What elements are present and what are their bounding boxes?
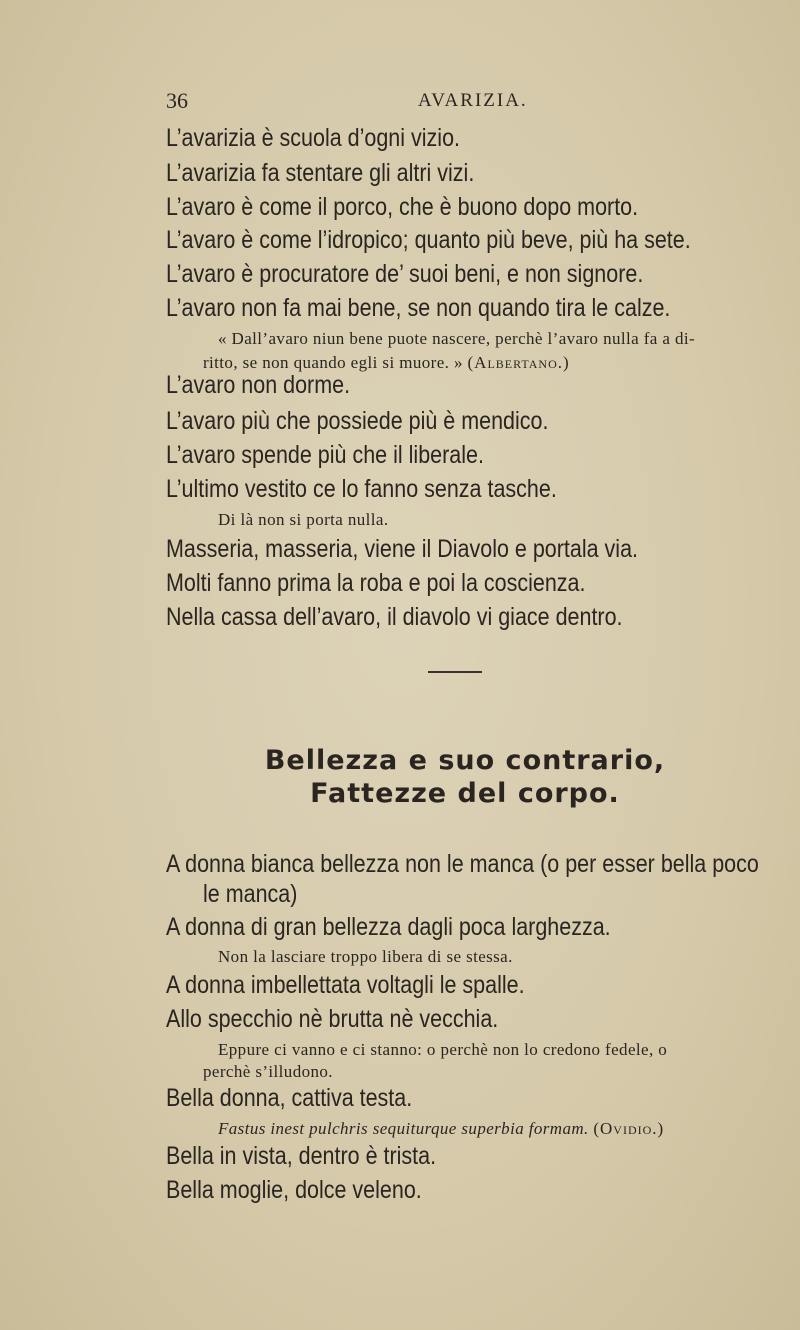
footnote-line: Di là non si porta nulla.	[218, 510, 389, 529]
proverb-line: A donna di gran bellezza dagli poca larghezza.	[166, 913, 611, 941]
proverb-line: L’avaro è procuratore de’ suoi beni, e non signore.	[166, 260, 644, 288]
proverb-line: A donna bianca bellezza non le manca (o per esser bella poco	[166, 850, 759, 878]
proverb-line: L’avaro è come il porco, che è buono dopo morto.	[166, 193, 639, 221]
footnote-line	[203, 353, 570, 373]
proverb-line: L’ultimo vestito ce lo fanno senza tasche.	[166, 475, 557, 503]
footnote-line: perchè s’illudono.	[203, 1062, 333, 1081]
footnote-line: Eppure ci vanno e ci stanno: o perchè non lo credono fedele, o	[218, 1040, 668, 1059]
section-title: Bellezza e suo contrario,	[264, 745, 666, 776]
proverb-line: L’avaro è come l’idropico; quanto più beve, più ha sete.	[166, 226, 691, 254]
proverb-line: Molti fanno prima la roba e poi la coscienza.	[166, 569, 586, 597]
proverb-line: Bella in vista, dentro è trista.	[166, 1142, 437, 1170]
proverb-line: L’avaro non dorme.	[166, 371, 351, 399]
proverb-line: L’avaro non fa mai bene, se non quando tira le calze.	[166, 294, 671, 322]
footnote-line: Non la lasciare troppo libera di se stessa.	[218, 947, 513, 966]
proverb-line: le manca)	[203, 880, 298, 908]
proverb-line: Nella cassa dell’avaro, il diavolo vi giace dentro.	[166, 603, 623, 631]
proverb-line: Bella donna, cattiva testa.	[166, 1084, 413, 1112]
footnote-text: ritto, se non quando egli si muore. »	[203, 353, 463, 372]
section-subtitle: Fattezze del corpo.	[310, 778, 620, 809]
proverb-line: Allo specchio nè brutta nè vecchia.	[166, 1005, 499, 1033]
proverb-line: L’avarizia fa stentare gli altri vizi.	[166, 159, 475, 187]
proverb-line: Bella moglie, dolce veleno.	[166, 1176, 422, 1204]
proverb-line: L’avaro più che possiede più è mendico.	[166, 407, 549, 435]
footnote-line	[218, 1119, 664, 1139]
proverb-line: L’avaro spende più che il liberale.	[166, 441, 484, 469]
proverb-line: A donna imbellettata voltagli le spalle.	[166, 971, 525, 999]
footnote-author: (Ovidio.)	[593, 1119, 665, 1138]
proverb-line: Masseria, masseria, viene il Diavolo e portala via.	[166, 535, 639, 563]
proverb-line: L’avarizia è scuola d’ogni vizio.	[166, 124, 460, 152]
page-number: 36	[166, 88, 188, 113]
latin-quote: Fastus inest pulchris sequiturque superbia formam.	[218, 1119, 589, 1138]
running-title: AVARIZIA.	[418, 90, 528, 111]
footnote-line: « Dall’avaro niun bene puote nascere, perchè l’avaro nulla fa a di-	[218, 329, 696, 348]
footnote-author: (Albertano.)	[467, 353, 570, 372]
section-divider	[428, 671, 482, 673]
